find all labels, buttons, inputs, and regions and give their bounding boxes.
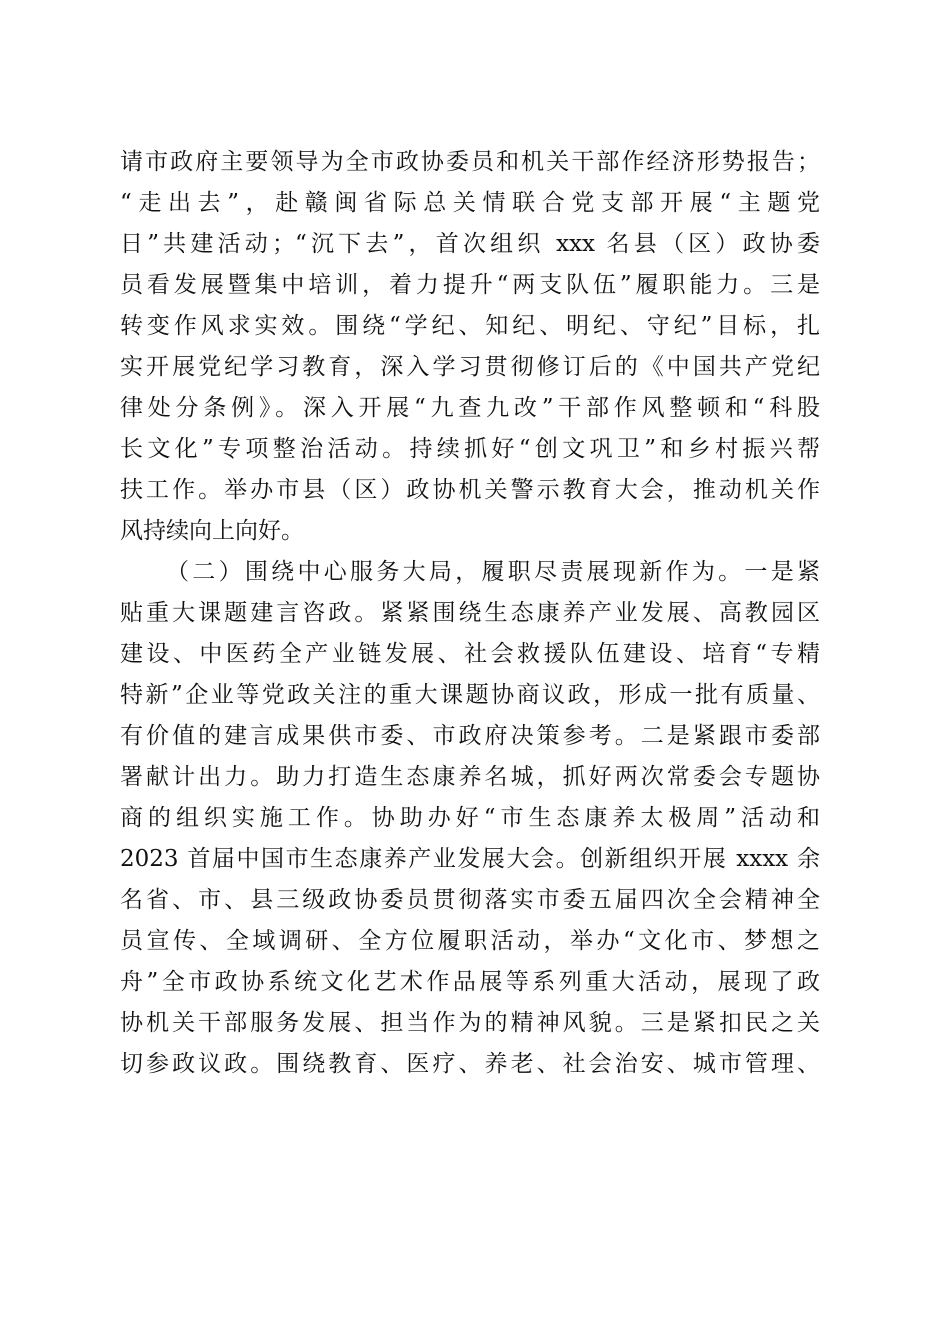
text-line: 律处分条例》。深入开展“九查九改”干部作风整顿和“科股 xyxy=(120,395,820,421)
body-text xyxy=(120,142,820,1085)
text-line: 贴重大课题建言咨政。紧紧围绕生态康养产业发展、高教园区 xyxy=(120,600,820,626)
text-line: 名省、市、县三级政协委员贯彻落实市委五届四次全会精神全 xyxy=(120,887,820,913)
paragraph-1 xyxy=(120,142,820,552)
text-line: 员宣传、全域调研、全方位履职活动，举办“文化市、梦想之 xyxy=(120,928,820,954)
text-line: “走出去”，赴赣闽省际总关情联合党支部开展“主题党 xyxy=(120,190,820,216)
text-line: 署献计出力。助力打造生态康养名城，抓好两次常委会专题协 xyxy=(120,764,820,790)
text-line: 协机关干部服务发展、担当作为的精神风貌。三是紧扣民之关 xyxy=(120,1010,820,1036)
text-line: 特新”企业等党政关注的重大课题协商议政，形成一批有质量、 xyxy=(120,682,820,708)
text-line: 商的组织实施工作。协助办好“市生态康养太极周”活动和 xyxy=(120,805,820,831)
text-line: 2023 首届中国市生态康养产业发展大会。创新组织开展 xxxx 余 xyxy=(120,846,820,872)
text-line: 舟”全市政协系统文化艺术作品展等系列重大活动，展现了政 xyxy=(120,969,820,995)
text-line: 日”共建活动；“沉下去”，首次组织 xxx 名县（区）政协委 xyxy=(120,231,820,257)
text-line: 请市政府主要领导为全市政协委员和机关干部作经济形势报告； xyxy=(120,149,820,175)
text-line: （二）围绕中心服务大局，履职尽责展现新作为。一是紧 xyxy=(166,559,820,585)
paragraph-2 xyxy=(120,552,820,1085)
text-line: 风持续向上向好。 xyxy=(120,518,304,544)
text-line: 建设、中医药全产业链发展、社会救援队伍建设、培育“专精 xyxy=(120,641,820,667)
text-line: 切参政议政。围绕教育、医疗、养老、社会治安、城市管理、 xyxy=(120,1051,820,1077)
text-line: 转变作风求实效。围绕“学纪、知纪、明纪、守纪”目标，扎 xyxy=(120,313,820,339)
text-line: 有价值的建言成果供市委、市政府决策参考。二是紧跟市委部 xyxy=(120,723,820,749)
text-line: 实开展党纪学习教育，深入学习贯彻修订后的《中国共产党纪 xyxy=(120,354,820,380)
text-line: 扶工作。举办市县（区）政协机关警示教育大会，推动机关作 xyxy=(120,477,820,503)
text-line: 员看发展暨集中培训，着力提升“两支队伍”履职能力。三是 xyxy=(120,272,820,298)
text-line: 长文化”专项整治活动。持续抓好“创文巩卫”和乡村振兴帮 xyxy=(120,436,820,462)
